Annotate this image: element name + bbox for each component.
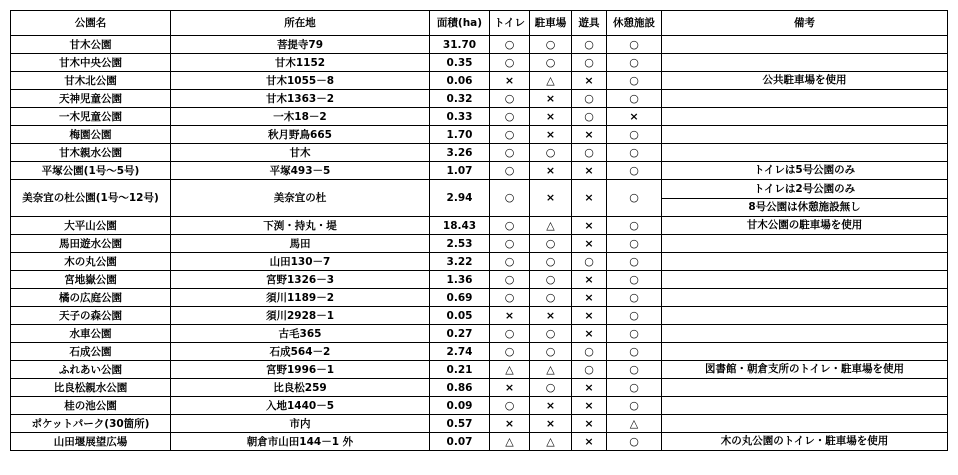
rest-facility-mark: ○ — [607, 162, 662, 180]
notes-cell — [662, 415, 948, 433]
column-header-toilet: トイレ — [490, 11, 530, 36]
notes-text: 8号公園は休憩施設無し — [662, 198, 947, 216]
parking-mark: ○ — [530, 253, 572, 271]
rest-facility-mark: ○ — [607, 180, 662, 217]
park-name-cell: 天神児童公園 — [11, 90, 171, 108]
location-cell: 山田130－7 — [171, 253, 430, 271]
location-cell: 朝倉市山田144－1 外 — [171, 433, 430, 451]
location-cell: 平塚493－5 — [171, 162, 430, 180]
column-header-area: 面積(ha) — [430, 11, 490, 36]
location-cell: 比良松259 — [171, 379, 430, 397]
area-cell: 0.69 — [430, 289, 490, 307]
notes-cell — [662, 307, 948, 325]
toilet-mark: ○ — [490, 217, 530, 235]
park-name-cell: 甘木公園 — [11, 36, 171, 54]
park-name-cell: 大平山公園 — [11, 217, 171, 235]
area-cell: 0.35 — [430, 54, 490, 72]
playground-mark: × — [572, 235, 607, 253]
parking-mark: △ — [530, 361, 572, 379]
rest-facility-mark: ○ — [607, 379, 662, 397]
notes-cell — [662, 325, 948, 343]
location-cell: 甘木 — [171, 144, 430, 162]
toilet-mark: ○ — [490, 126, 530, 144]
notes-text: 図書館・朝倉支所のトイレ・駐車場を使用 — [705, 363, 904, 375]
playground-mark: ○ — [572, 144, 607, 162]
location-cell: 菩提寺79 — [171, 36, 430, 54]
park-name-cell: 美奈宜の杜公園(1号～12号) — [11, 180, 171, 217]
parking-mark: ○ — [530, 54, 572, 72]
park-name-cell: 桂の池公園 — [11, 397, 171, 415]
toilet-mark: △ — [490, 433, 530, 451]
notes-cell — [662, 289, 948, 307]
playground-mark: × — [572, 379, 607, 397]
area-cell: 0.06 — [430, 72, 490, 90]
table-row — [11, 433, 948, 451]
toilet-mark: ○ — [490, 180, 530, 217]
notes-cell — [662, 253, 948, 271]
column-header-rest-facility: 休憩施設 — [607, 11, 662, 36]
rest-facility-mark: ○ — [607, 271, 662, 289]
park-name-cell: 比良松親水公園 — [11, 379, 171, 397]
parking-mark: ○ — [530, 379, 572, 397]
notes-cell — [662, 379, 948, 397]
toilet-mark: × — [490, 307, 530, 325]
column-header-parking: 駐車場 — [530, 11, 572, 36]
notes-text: トイレは2号公園のみ — [753, 182, 856, 195]
location-cell: 石成564－2 — [171, 343, 430, 361]
location-cell: 宮野1996－1 — [171, 361, 430, 379]
toilet-mark: ○ — [490, 54, 530, 72]
notes-text: トイレは5号公園のみ — [753, 164, 856, 176]
area-cell: 18.43 — [430, 217, 490, 235]
playground-mark: ○ — [572, 54, 607, 72]
park-name-cell: 甘木中央公園 — [11, 54, 171, 72]
toilet-mark: ○ — [490, 397, 530, 415]
location-cell: 下渕・持丸・堤 — [171, 217, 430, 235]
area-cell: 2.94 — [430, 180, 490, 217]
park-name-cell: 石成公園 — [11, 343, 171, 361]
area-cell: 0.21 — [430, 361, 490, 379]
area-cell: 1.07 — [430, 162, 490, 180]
parking-mark: × — [530, 415, 572, 433]
rest-facility-mark: ○ — [607, 90, 662, 108]
table-row — [11, 289, 948, 307]
notes-cell — [662, 126, 948, 144]
playground-mark: × — [572, 180, 607, 217]
park-name-cell: 馬田遊水公園 — [11, 235, 171, 253]
notes-cell — [662, 271, 948, 289]
rest-facility-mark: ○ — [607, 126, 662, 144]
location-cell: 甘木1152 — [171, 54, 430, 72]
location-cell: 秋月野鳥665 — [171, 126, 430, 144]
toilet-mark: ○ — [490, 235, 530, 253]
parking-mark: × — [530, 90, 572, 108]
parking-mark: × — [530, 307, 572, 325]
table-row — [11, 144, 948, 162]
playground-mark: ○ — [572, 90, 607, 108]
parking-mark: ○ — [530, 36, 572, 54]
rest-facility-mark: ○ — [607, 343, 662, 361]
playground-mark: × — [572, 415, 607, 433]
playground-mark: ○ — [572, 108, 607, 126]
park-name-cell: ポケットパーク(30箇所) — [11, 415, 171, 433]
notes-cell — [662, 361, 948, 379]
rest-facility-mark: ○ — [607, 253, 662, 271]
table-row — [11, 307, 948, 325]
area-cell: 2.74 — [430, 343, 490, 361]
header-row — [11, 11, 948, 36]
table-row — [11, 180, 948, 217]
location-cell: 古毛365 — [171, 325, 430, 343]
notes-text: 甘木公園の駐車場を使用 — [746, 219, 863, 231]
park-name-cell: 甘木親水公園 — [11, 144, 171, 162]
notes-cell — [662, 217, 948, 235]
rest-facility-mark: ○ — [607, 217, 662, 235]
park-name-cell: 木の丸公園 — [11, 253, 171, 271]
playground-mark: ○ — [572, 253, 607, 271]
toilet-mark: ○ — [490, 253, 530, 271]
area-cell: 0.27 — [430, 325, 490, 343]
table-row — [11, 217, 948, 235]
location-cell: 甘木1363－2 — [171, 90, 430, 108]
rest-facility-mark: △ — [607, 415, 662, 433]
notes-cell — [662, 72, 948, 90]
table-row — [11, 36, 948, 54]
notes-cell — [662, 54, 948, 72]
rest-facility-mark: ○ — [607, 307, 662, 325]
table-row — [11, 235, 948, 253]
playground-mark: ○ — [572, 343, 607, 361]
rest-facility-mark: ○ — [607, 325, 662, 343]
area-cell: 0.33 — [430, 108, 490, 126]
notes-cell — [662, 180, 948, 217]
playground-mark: × — [572, 397, 607, 415]
parking-mark: △ — [530, 217, 572, 235]
playground-mark: × — [572, 126, 607, 144]
area-cell: 3.26 — [430, 144, 490, 162]
toilet-mark: × — [490, 415, 530, 433]
table-row — [11, 72, 948, 90]
location-cell: 一木18－2 — [171, 108, 430, 126]
parking-mark: × — [530, 180, 572, 217]
toilet-mark: × — [490, 72, 530, 90]
table-row — [11, 271, 948, 289]
playground-mark: × — [572, 162, 607, 180]
playground-mark: ○ — [572, 36, 607, 54]
location-cell: 市内 — [171, 415, 430, 433]
rest-facility-mark: ○ — [607, 36, 662, 54]
playground-mark: × — [572, 271, 607, 289]
table-row — [11, 253, 948, 271]
table-row — [11, 379, 948, 397]
toilet-mark: ○ — [490, 325, 530, 343]
column-header-park-name: 公園名 — [11, 11, 171, 36]
area-cell: 0.09 — [430, 397, 490, 415]
area-cell: 0.07 — [430, 433, 490, 451]
parking-mark: × — [530, 126, 572, 144]
park-name-cell: 水車公園 — [11, 325, 171, 343]
area-cell: 31.70 — [430, 36, 490, 54]
playground-mark: × — [572, 307, 607, 325]
park-name-cell: 梅園公園 — [11, 126, 171, 144]
parking-mark: ○ — [530, 289, 572, 307]
table-row — [11, 325, 948, 343]
rest-facility-mark: ○ — [607, 54, 662, 72]
rest-facility-mark: ○ — [607, 144, 662, 162]
table-row — [11, 126, 948, 144]
toilet-mark: △ — [490, 361, 530, 379]
toilet-mark: ○ — [490, 36, 530, 54]
notes-cell — [662, 235, 948, 253]
notes-text: 木の丸公園のトイレ・駐車場を使用 — [720, 435, 889, 447]
area-cell: 0.57 — [430, 415, 490, 433]
notes-cell — [662, 397, 948, 415]
table-row — [11, 108, 948, 126]
table-row — [11, 54, 948, 72]
notes-cell — [662, 108, 948, 126]
parks-table — [10, 10, 948, 451]
notes-cell — [662, 36, 948, 54]
rest-facility-mark: ○ — [607, 361, 662, 379]
toilet-mark: ○ — [490, 90, 530, 108]
parking-mark: △ — [530, 72, 572, 90]
location-cell: 宮野1326－3 — [171, 271, 430, 289]
parking-mark: △ — [530, 433, 572, 451]
notes-cell — [662, 343, 948, 361]
toilet-mark: ○ — [490, 144, 530, 162]
parking-mark: ○ — [530, 235, 572, 253]
notes-cell — [662, 433, 948, 451]
table-body — [11, 36, 948, 451]
column-header-playground: 遊具 — [572, 11, 607, 36]
rest-facility-mark: ○ — [607, 289, 662, 307]
area-cell: 1.36 — [430, 271, 490, 289]
location-cell: 馬田 — [171, 235, 430, 253]
rest-facility-mark: ○ — [607, 235, 662, 253]
park-name-cell: 宮地嶽公園 — [11, 271, 171, 289]
playground-mark: × — [572, 72, 607, 90]
area-cell: 0.05 — [430, 307, 490, 325]
table-row — [11, 361, 948, 379]
notes-cell — [662, 90, 948, 108]
toilet-mark: ○ — [490, 162, 530, 180]
table-row — [11, 162, 948, 180]
table-row — [11, 397, 948, 415]
table-row — [11, 90, 948, 108]
area-cell: 3.22 — [430, 253, 490, 271]
rest-facility-mark: × — [607, 108, 662, 126]
column-header-notes: 備考 — [662, 11, 948, 36]
park-name-cell: 山田堰展望広場 — [11, 433, 171, 451]
rest-facility-mark: ○ — [607, 72, 662, 90]
area-cell: 1.70 — [430, 126, 490, 144]
parking-mark: × — [530, 397, 572, 415]
playground-mark: × — [572, 217, 607, 235]
location-cell: 須川1189－2 — [171, 289, 430, 307]
location-cell: 甘木1055－8 — [171, 72, 430, 90]
location-cell: 須川2928－1 — [171, 307, 430, 325]
park-name-cell: 平塚公園(1号～5号) — [11, 162, 171, 180]
park-name-cell: 橘の広庭公園 — [11, 289, 171, 307]
table-row — [11, 415, 948, 433]
area-cell: 0.86 — [430, 379, 490, 397]
park-name-cell: 天子の森公園 — [11, 307, 171, 325]
playground-mark: ○ — [572, 361, 607, 379]
toilet-mark: ○ — [490, 271, 530, 289]
table-row — [11, 343, 948, 361]
toilet-mark: ○ — [490, 343, 530, 361]
rest-facility-mark: ○ — [607, 433, 662, 451]
parking-mark: ○ — [530, 144, 572, 162]
toilet-mark: ○ — [490, 289, 530, 307]
location-cell: 入地1440－5 — [171, 397, 430, 415]
notes-text: 公共駐車場を使用 — [762, 74, 847, 86]
area-cell: 2.53 — [430, 235, 490, 253]
park-name-cell: ふれあい公園 — [11, 361, 171, 379]
rest-facility-mark: ○ — [607, 397, 662, 415]
playground-mark: × — [572, 433, 607, 451]
parking-mark: ○ — [530, 271, 572, 289]
park-name-cell: 一木児童公園 — [11, 108, 171, 126]
notes-cell — [662, 162, 948, 180]
location-cell: 美奈宜の杜 — [171, 180, 430, 217]
playground-mark: × — [572, 289, 607, 307]
parking-mark: × — [530, 108, 572, 126]
toilet-mark: × — [490, 379, 530, 397]
column-header-location: 所在地 — [171, 11, 430, 36]
playground-mark: × — [572, 325, 607, 343]
parking-mark: × — [530, 162, 572, 180]
notes-cell — [662, 144, 948, 162]
park-name-cell: 甘木北公園 — [11, 72, 171, 90]
area-cell: 0.32 — [430, 90, 490, 108]
parking-mark: ○ — [530, 325, 572, 343]
parking-mark: ○ — [530, 343, 572, 361]
toilet-mark: ○ — [490, 108, 530, 126]
